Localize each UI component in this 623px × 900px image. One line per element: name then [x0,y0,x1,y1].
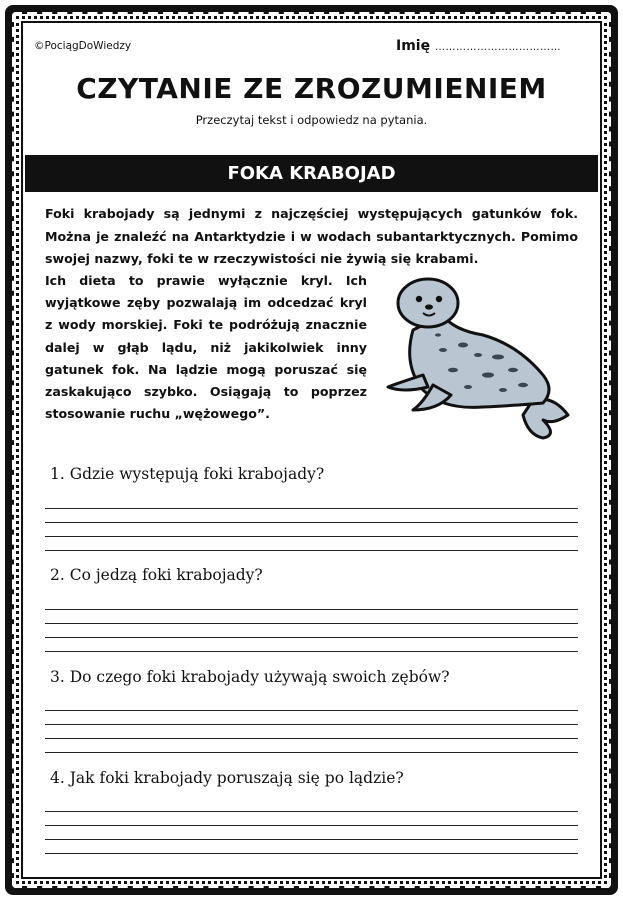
name-blank[interactable]: ……………………………… [434,42,561,53]
question-1: 1. Gdzie występują foki krabojady? [50,465,325,483]
text-title-banner: FOKA KRABOJAD [25,155,598,192]
page-title: CZYTANIE ZE ZROZUMIENIEM [76,72,547,105]
name-field[interactable] [396,38,561,54]
question-3: 3. Do czego foki krabojady używają swoich zębów? [50,668,450,686]
page-border [5,5,618,895]
question-2: 2. Co jedzą foki krabojady? [50,566,263,584]
page-subtitle: Przeczytaj tekst i odpowiedz na pytania. [195,113,428,127]
question-4: 4. Jak foki krabojady poruszają się po lądzie? [50,769,404,787]
copyright-credit: ©PociągDoWiedzy [34,40,132,52]
seal-illustration [383,275,573,440]
name-label: Imię [396,38,431,54]
reading-paragraph-diet: Ich dieta to prawie wyłącznie kryl. Ich wyjątkowe zęby pozwalają im odcedzać kryl z wody morskiej. Foki te podróżują znacznie dalej w głąb lądu, niż jakikolwiek inny gatunek fok. Na lądzie mogą poruszać się zaskakująco szybko. Osiągają to poprzez stosowanie ruchu „wężowego”. [45,273,367,422]
reading-paragraph-intro: Foki krabojady są jednymi z najczęściej występujących gatunków fok. Można je znaleźć na Antarktydzie i w wodach subantarktycznych. Pomimo swojej nazwy, foki te w rzeczywistości nie żywią się krabami. [45,206,578,266]
